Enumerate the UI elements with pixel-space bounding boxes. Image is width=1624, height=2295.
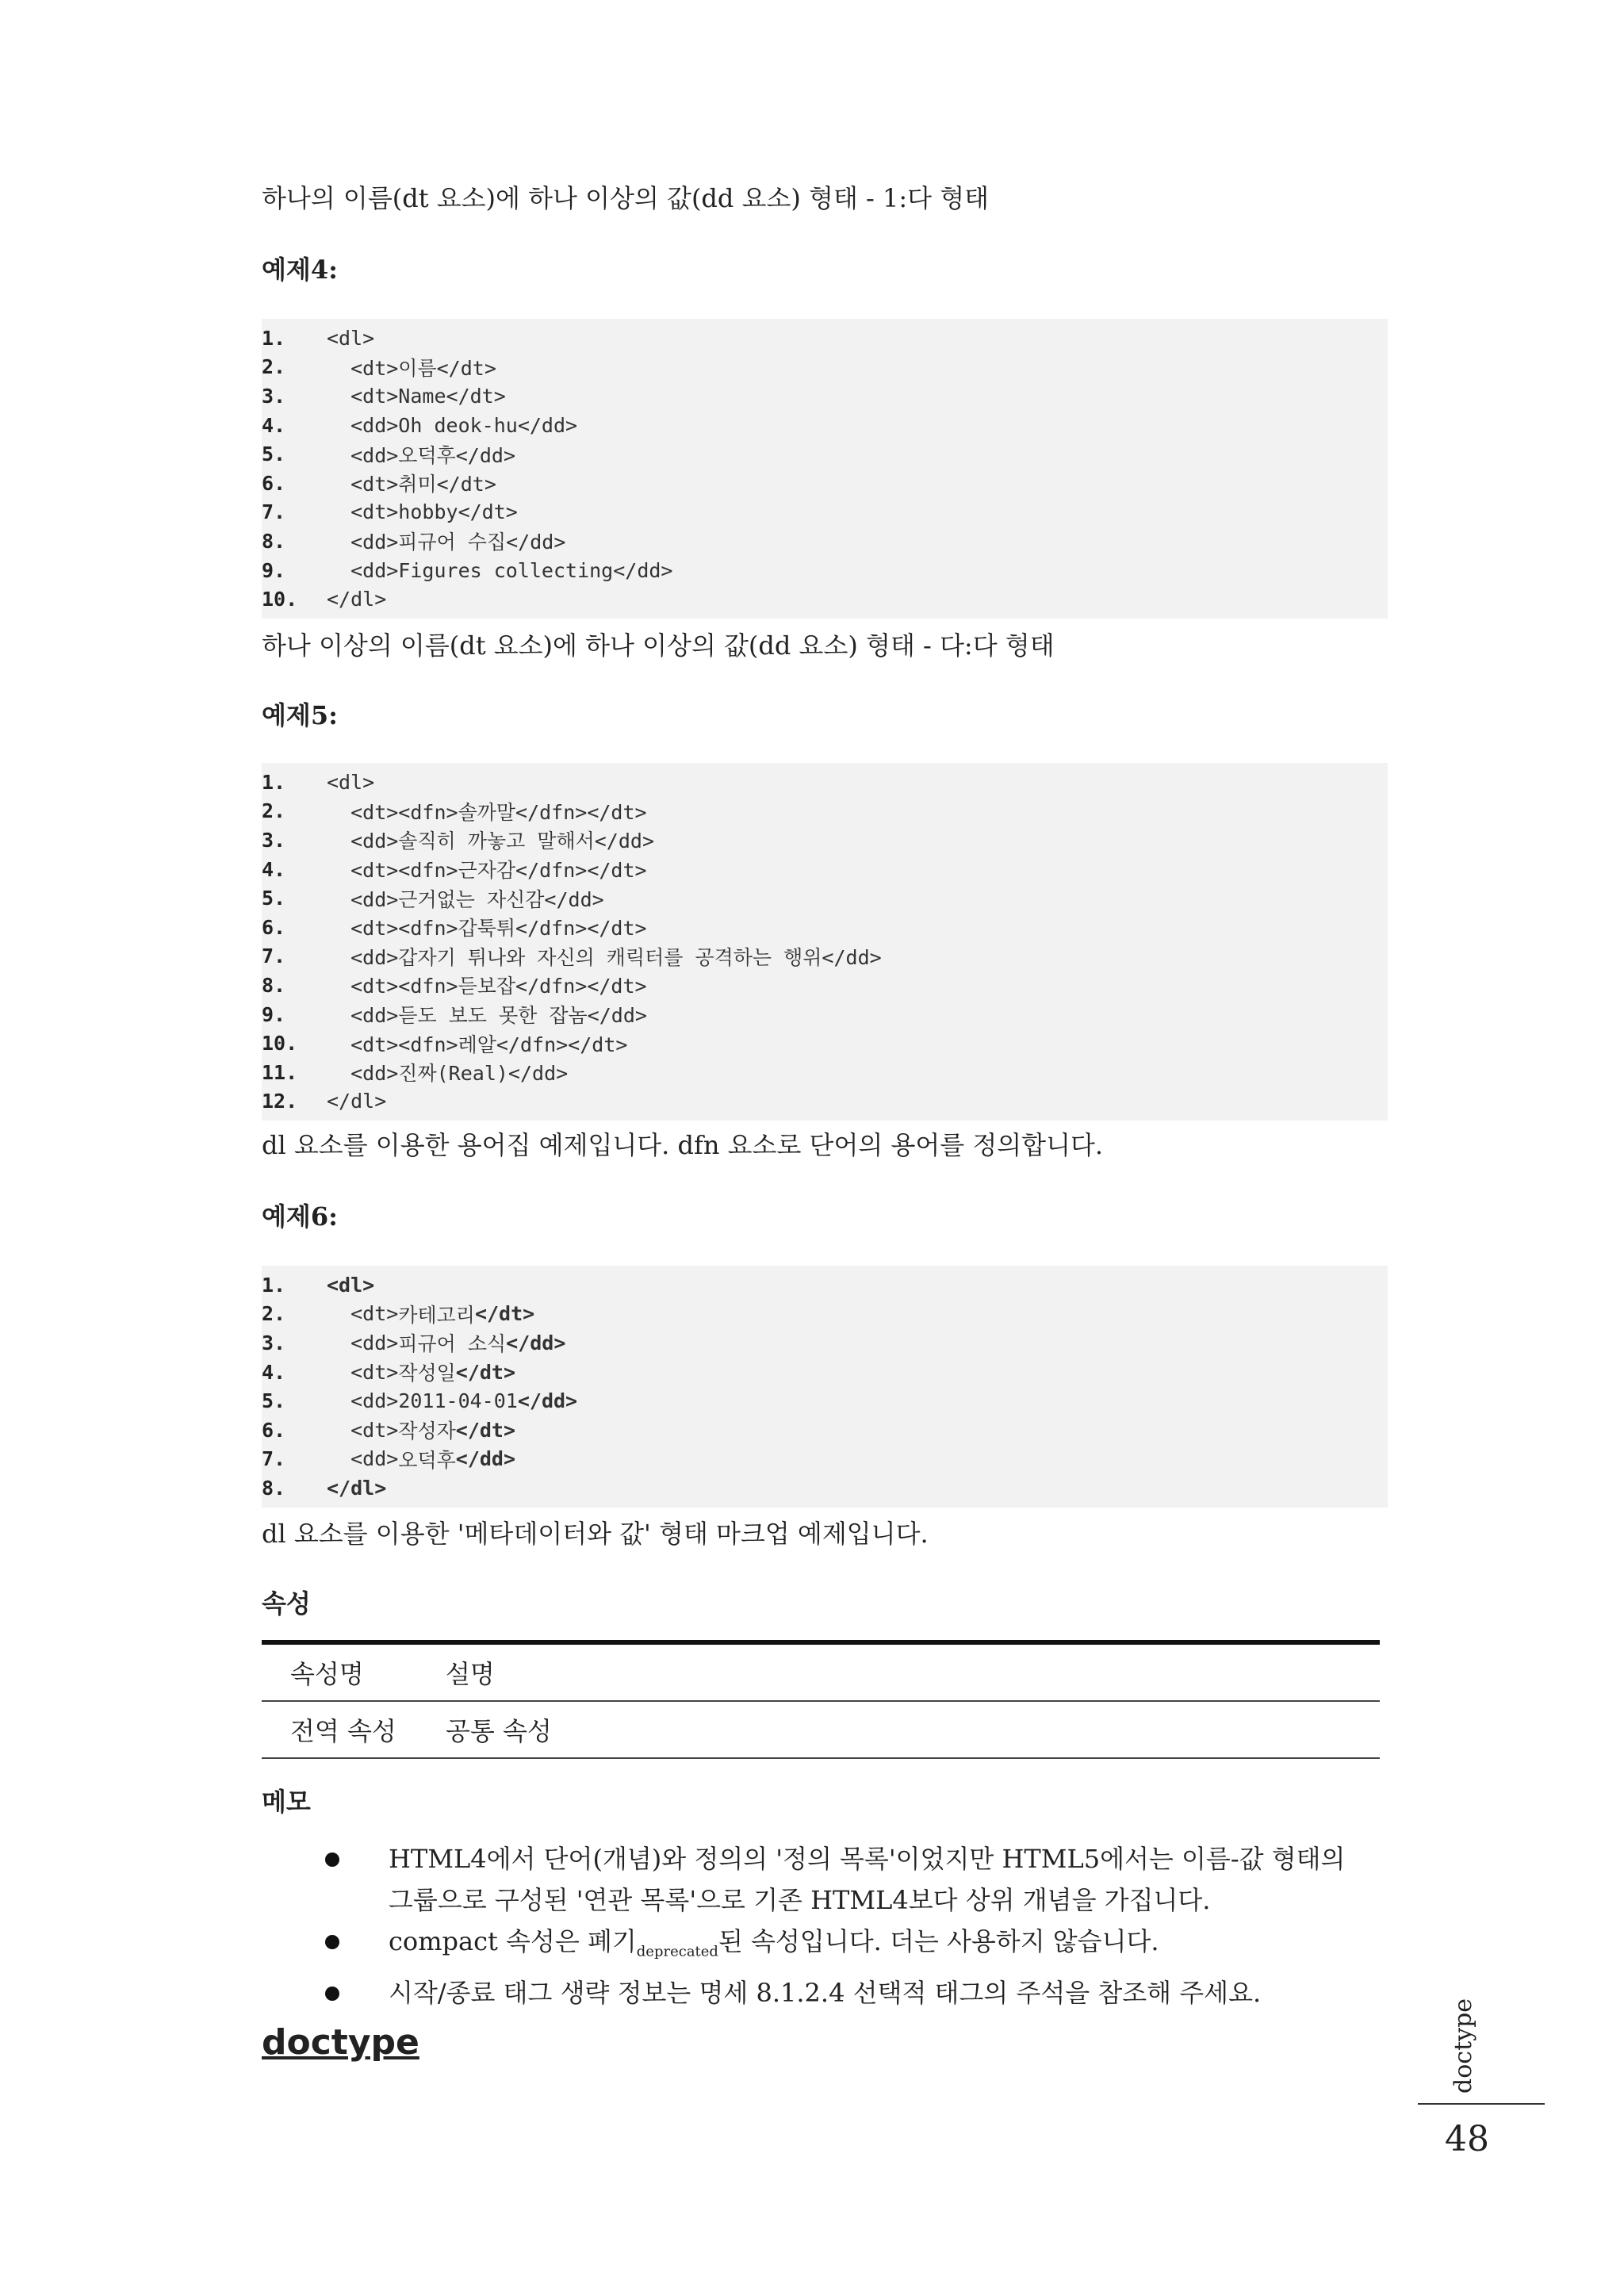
code-line [262, 498, 1388, 527]
line-number: 3. [262, 828, 286, 852]
code-close: </dl> [327, 1476, 387, 1500]
code-text: <dt>이름</dt> [327, 356, 496, 380]
code-text: <dt><dfn>레알</dfn></dt> [327, 1033, 628, 1056]
code-open: <dl> [327, 1273, 375, 1297]
text-after-example5: dl 요소를 이용한 용어집 예제입니다. dfn 요소로 단어의 용어를 정의합니다. [262, 1130, 1104, 1160]
line-number: 12. [262, 1090, 298, 1113]
code-pre [327, 1302, 350, 1325]
line-number: 1. [262, 1273, 286, 1297]
table-row [262, 1702, 1380, 1759]
code-pre [327, 1419, 350, 1442]
code-line [262, 439, 1388, 469]
line-number: 7. [262, 944, 286, 968]
line-number: 8. [262, 973, 286, 997]
side-divider [1418, 2103, 1545, 2105]
code-close: </dt> [474, 1302, 535, 1326]
code-text: <dl> [327, 770, 375, 794]
line-number: 10. [262, 588, 298, 611]
line-number: 10. [262, 1032, 298, 1056]
code-text: <dd>근거없는 자신감</dd> [327, 887, 604, 911]
code-text: <dd>피규어 수집</dd> [327, 531, 566, 554]
code-text: <dl> [327, 326, 375, 350]
line-number: 6. [262, 471, 286, 495]
code-line [262, 942, 1388, 971]
code-line [262, 1473, 1388, 1503]
bullet-icon [325, 1852, 339, 1867]
code-text: <dt><dfn>듣보잡</dfn></dt> [327, 975, 647, 998]
line-number: 5. [262, 1389, 286, 1413]
code-close: </dt> [455, 1360, 516, 1384]
memo-item2-sub: deprecated [636, 1943, 718, 1960]
code-line [262, 1270, 1388, 1300]
bullet-icon [325, 1935, 339, 1949]
code-line [262, 855, 1388, 884]
example6-code-block [262, 1266, 1388, 1508]
code-line [262, 1328, 1388, 1358]
attr-name: 전역 속성 [290, 1716, 396, 1746]
code-close: </dd> [517, 1389, 578, 1413]
code-content: 오덕후 [398, 1448, 456, 1472]
line-number: 4. [262, 1360, 286, 1384]
code-line [262, 1087, 1388, 1117]
line-number: 3. [262, 1331, 286, 1354]
code-text: <dt>hobby</dt> [327, 500, 518, 524]
line-number: 7. [262, 500, 286, 524]
line-number: 3. [262, 384, 286, 408]
attr-desc: 공통 속성 [446, 1716, 552, 1746]
code-open: <dt> [350, 1360, 399, 1384]
code-content: 작성일 [398, 1362, 456, 1385]
code-text: <dd>솔직히 까놓고 말해서</dd> [327, 829, 655, 853]
memo-list [325, 1838, 1388, 2013]
attributes-table [262, 1640, 1380, 1759]
code-text: <dd>갑자기 튀나와 자신의 캐릭터를 공격하는 행위</dd> [327, 945, 882, 969]
code-content: 카테고리 [398, 1303, 475, 1327]
memo-item2-after: 된 속성입니다. 더는 사용하지 않습니다. [718, 1926, 1159, 1956]
code-text: <dt><dfn>솔까말</dfn></dt> [327, 800, 647, 824]
attributes-title: 속성 [262, 1588, 311, 1619]
code-pre [327, 1447, 350, 1470]
code-line [262, 797, 1388, 826]
side-section-label: doctype [1450, 1998, 1477, 2094]
code-content: 작성자 [398, 1420, 456, 1443]
memo-item2-before: compact 속성은 폐기 [389, 1926, 637, 1956]
code-line [262, 556, 1388, 585]
code-line [262, 1000, 1388, 1029]
code-text: <dd>오덕후</dd> [327, 443, 516, 467]
code-open: <dd> [350, 1331, 399, 1354]
text-after-example4: 하나 이상의 이름(dt 요소)에 하나 이상의 값(dd 요소) 형태 - 다:다 형태 [262, 630, 1055, 661]
code-text: <dd>진짜(Real)</dd> [327, 1062, 569, 1086]
example6-title: 예제6: [262, 1201, 338, 1232]
code-text: <dt><dfn>갑툭튀</dfn></dt> [327, 917, 647, 941]
memo-item3: 시작/종료 태그 생략 정보는 명세 8.1.2.4 선택적 태그의 주석을 참조해 주세요. [389, 1978, 1262, 2009]
code-line [262, 1386, 1388, 1416]
line-number: 6. [262, 1418, 286, 1442]
code-text: <dt>Name</dt> [327, 384, 506, 408]
text-after-example6: dl 요소를 이용한 '메타데이터와 값' 형태 마크업 예제입니다. [262, 1519, 929, 1549]
code-text: </dl> [327, 588, 387, 611]
memo-title: 메모 [262, 1787, 311, 1817]
memo-item1-line2: 그룹으로 구성된 '연관 목록'으로 기존 HTML4보다 상위 개념을 가집니다. [389, 1885, 1211, 1915]
code-open: <dd> [350, 1389, 399, 1413]
code-line [262, 1029, 1388, 1058]
line-number: 5. [262, 443, 286, 466]
line-number: 4. [262, 413, 286, 437]
code-line [262, 1358, 1388, 1387]
code-close: </dt> [455, 1418, 516, 1442]
page-number: 48 [1445, 2119, 1489, 2159]
code-text: <dd>듣도 보도 못한 잡놈</dd> [327, 1004, 647, 1028]
line-number: 2. [262, 355, 286, 379]
code-line [262, 1058, 1388, 1087]
code-text: <dd>Figures collecting</dd> [327, 558, 673, 582]
line-number: 4. [262, 857, 286, 881]
list-item [325, 1921, 1388, 1972]
attr-header-desc: 설명 [446, 1659, 495, 1689]
code-line [262, 883, 1388, 913]
code-open: <dt> [350, 1302, 399, 1326]
line-number: 9. [262, 558, 286, 582]
line-number: 2. [262, 799, 286, 823]
bullet-icon [325, 1987, 339, 2001]
code-line [262, 469, 1388, 498]
code-text: <dd>Oh deok-hu</dd> [327, 413, 578, 437]
line-number: 5. [262, 887, 286, 910]
code-line [262, 826, 1388, 855]
attr-header-name: 속성명 [290, 1659, 364, 1689]
code-line [262, 1416, 1388, 1445]
code-content: 2011-04-01 [398, 1389, 518, 1413]
code-open: <dt> [350, 1418, 399, 1442]
line-number: 1. [262, 770, 286, 794]
code-line [262, 584, 1388, 614]
code-content: 피규어 소식 [398, 1332, 507, 1356]
list-item [325, 1972, 1388, 2013]
doctype-heading[interactable]: doctype [262, 2022, 419, 2063]
line-number: 11. [262, 1060, 298, 1084]
code-text: </dl> [327, 1090, 387, 1113]
code-close: </dd> [506, 1331, 566, 1354]
code-pre [327, 1361, 350, 1384]
memo-item1-line1: HTML4에서 단어(개념)와 정의의 '정의 목록'이었지만 HTML5에서는 이름-값 형태의 [389, 1844, 1346, 1874]
code-text: <dt><dfn>근자감</dfn></dt> [327, 859, 647, 883]
code-line [262, 1445, 1388, 1474]
line-number: 6. [262, 915, 286, 939]
line-number: 8. [262, 529, 286, 553]
list-item [325, 1838, 1388, 1921]
line-number: 1. [262, 326, 286, 350]
code-line [262, 411, 1388, 440]
line-number: 9. [262, 1002, 286, 1026]
code-open: <dd> [350, 1447, 399, 1471]
code-text: <dt>취미</dt> [327, 473, 496, 496]
line-number: 2. [262, 1302, 286, 1326]
example4-code-block [262, 319, 1388, 619]
code-line [262, 381, 1388, 411]
attributes-table-header [262, 1645, 1380, 1702]
code-line [262, 353, 1388, 382]
code-line [262, 527, 1388, 556]
intro-text: 하나의 이름(dt 요소)에 하나 이상의 값(dd 요소) 형태 - 1:다 형태 [262, 183, 990, 213]
code-pre [327, 1331, 350, 1354]
example5-code-block [262, 763, 1388, 1121]
code-pre [327, 1389, 350, 1412]
line-number: 8. [262, 1476, 286, 1500]
code-line [262, 971, 1388, 1000]
code-line [262, 768, 1388, 797]
code-line [262, 913, 1388, 942]
code-line [262, 1300, 1388, 1329]
code-line [262, 324, 1388, 353]
example5-title: 예제5: [262, 700, 338, 730]
code-close: </dd> [455, 1447, 516, 1471]
line-number: 7. [262, 1447, 286, 1471]
example4-title: 예제4: [262, 255, 338, 285]
